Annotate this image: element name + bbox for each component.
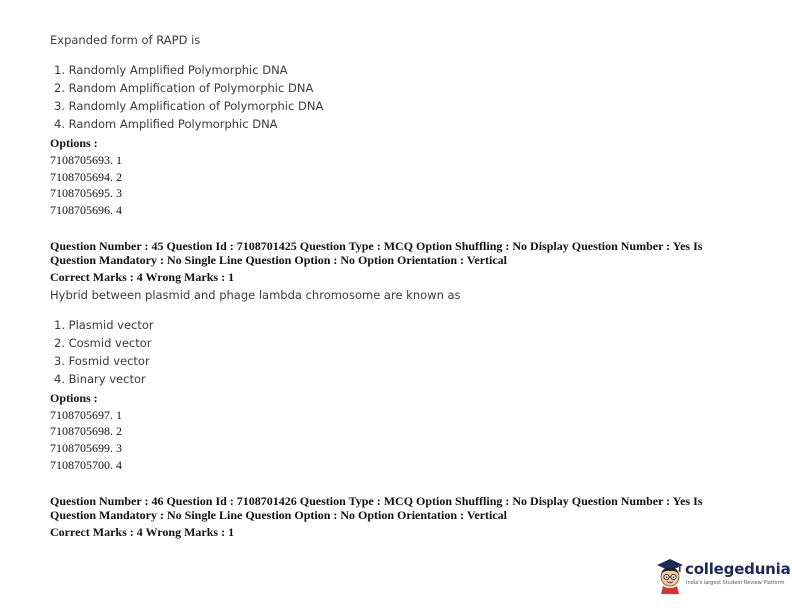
question-45-option-id-3: 7108705699. 3 bbox=[50, 441, 122, 455]
question-45-option-id-4: 7108705700. 4 bbox=[50, 458, 122, 472]
question-46-meta-line-1: Question Number : 46 Question Id : 7108701426 Question Type : MCQ Option Shuffling : No Display Question Number : Yes Is bbox=[50, 494, 703, 508]
question-45-options-label: Options : bbox=[50, 391, 98, 405]
question-45-meta-line-1: Question Number : 45 Question Id : 7108701425 Question Type : MCQ Option Shuffling : No Display Question Number : Yes Is bbox=[50, 239, 703, 253]
question-45-option-id-2: 7108705698. 2 bbox=[50, 424, 122, 438]
question-45-option-4: 4. Binary vector bbox=[54, 372, 146, 386]
question-44-option-id-4: 7108705696. 4 bbox=[50, 203, 122, 217]
collegedunia-logo bbox=[655, 556, 791, 596]
question-45-option-3: 3. Fosmid vector bbox=[54, 354, 150, 368]
question-45-stem: Hybrid between plasmid and phage lambda chromosome are known as bbox=[50, 288, 461, 302]
question-44-option-id-1: 7108705693. 1 bbox=[50, 153, 122, 167]
question-44-option-3: 3. Randomly Amplification of Polymorphic DNA bbox=[54, 99, 324, 113]
question-45-option-id-1: 7108705697. 1 bbox=[50, 408, 122, 422]
question-44-option-id-2: 7108705694. 2 bbox=[50, 170, 122, 184]
question-44-option-2: 2. Random Amplification of Polymorphic DNA bbox=[54, 81, 314, 95]
question-45-option-1: 1. Plasmid vector bbox=[54, 318, 154, 332]
question-45-marks: Correct Marks : 4 Wrong Marks : 1 bbox=[50, 270, 235, 284]
question-45-option-2: 2. Cosmid vector bbox=[54, 336, 152, 350]
question-44-stem: Expanded form of RAPD is bbox=[50, 33, 201, 47]
question-45-meta-line-2: Question Mandatory : No Single Line Question Option : No Option Orientation : Vertical bbox=[50, 253, 508, 267]
logo-wordmark: collegedunia bbox=[685, 560, 791, 578]
question-46-marks: Correct Marks : 4 Wrong Marks : 1 bbox=[50, 525, 235, 539]
question-44-option-4: 4. Random Amplified Polymorphic DNA bbox=[54, 117, 278, 131]
mascot-icon bbox=[655, 556, 685, 594]
question-44-options-label: Options : bbox=[50, 136, 98, 150]
logo-tagline: India's largest Student Review Platform bbox=[686, 580, 785, 586]
question-46-meta-line-2: Question Mandatory : No Single Line Question Option : No Option Orientation : Vertical bbox=[50, 508, 508, 522]
question-44-option-1: 1. Randomly Amplified Polymorphic DNA bbox=[54, 63, 288, 77]
question-44-option-id-3: 7108705695. 3 bbox=[50, 186, 122, 200]
